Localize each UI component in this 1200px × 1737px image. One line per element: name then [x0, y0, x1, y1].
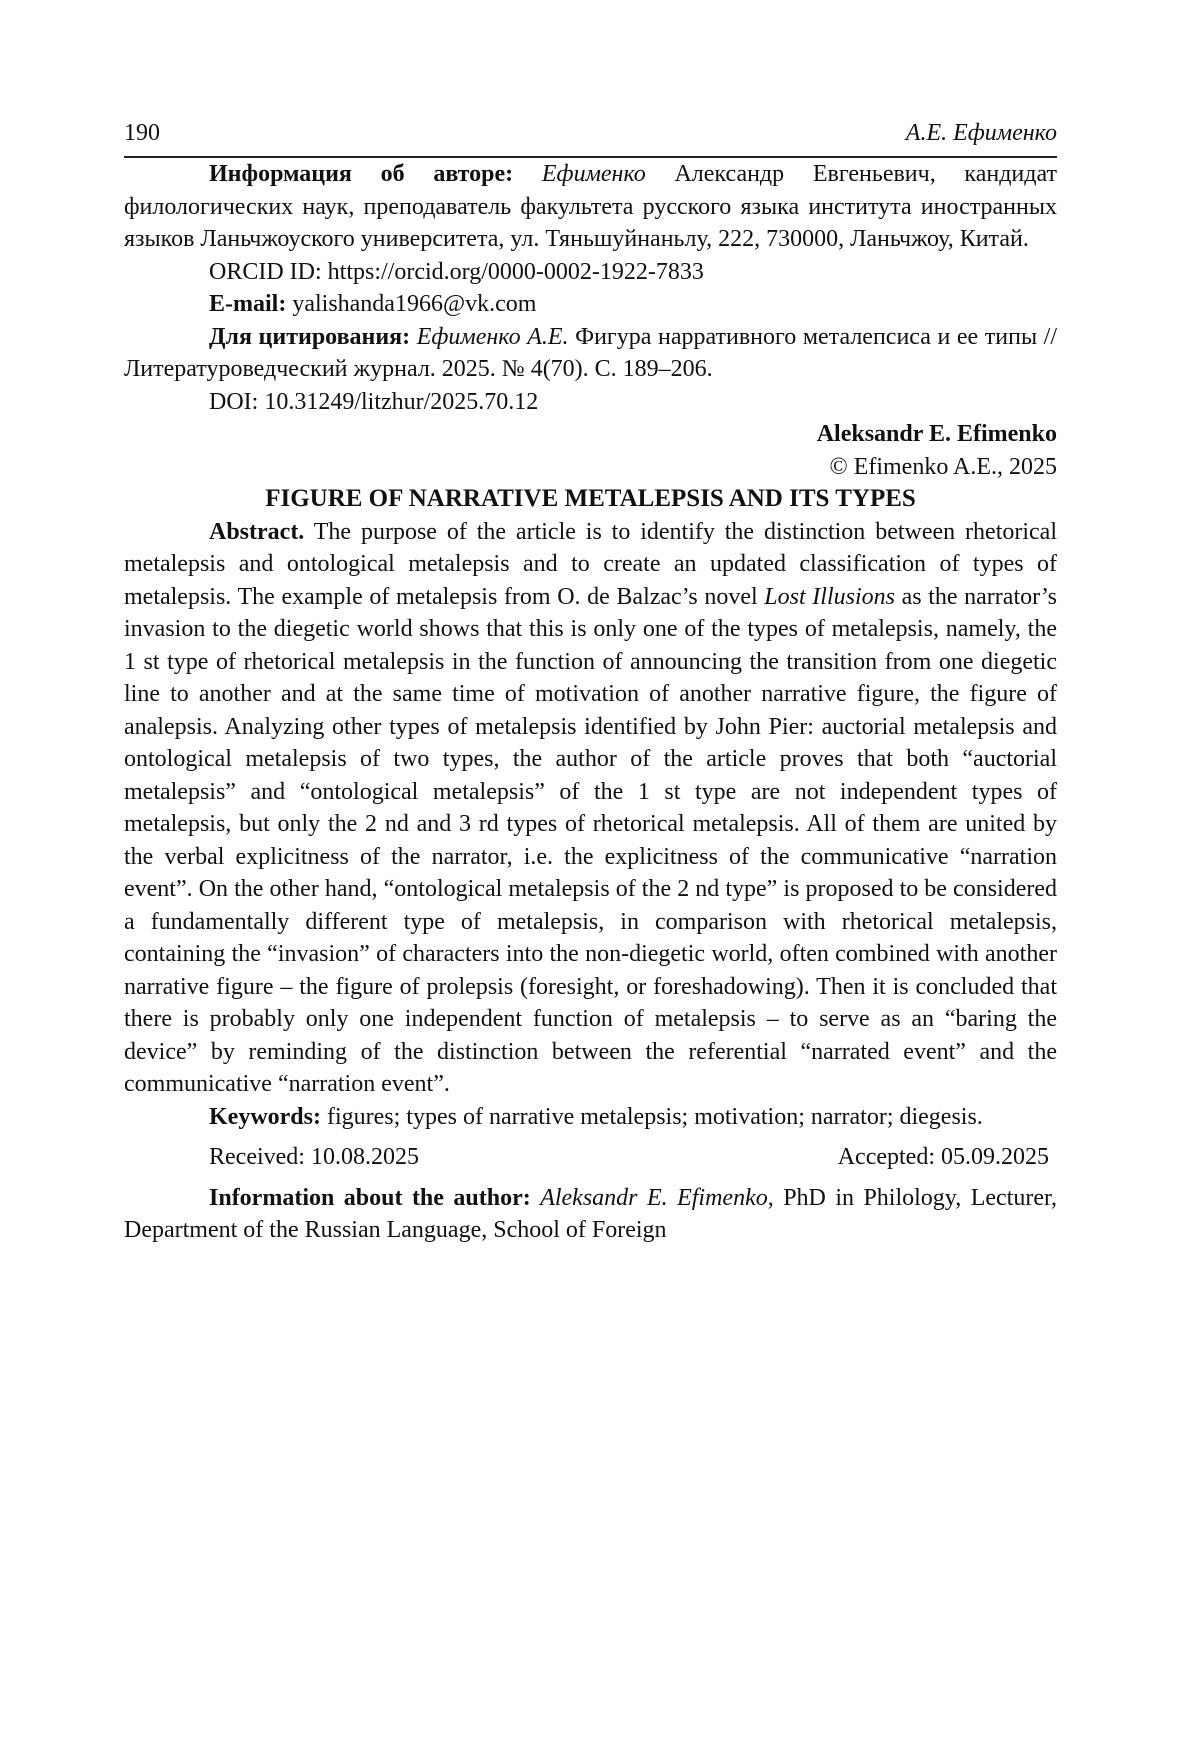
article-title: FIGURE OF NARRATIVE METALEPSIS AND ITS TYPES — [265, 485, 916, 512]
ru-author-info-text: Александр Евгеньевич, кандидат филологических наук, преподаватель факультета русского языка института иностранных языков Ланьчжоуского университета, ул. Тяньшуйнаньлу, 222, 730000, Ланьчжоу, Китай. — [124, 161, 1057, 252]
citation-author: Ефименко А.Е. — [416, 323, 569, 350]
abstract — [124, 516, 1057, 1101]
novel-title: Lost Illusions — [764, 583, 895, 610]
page-number: 190 — [124, 120, 160, 146]
submission-dates — [124, 1141, 1057, 1174]
doi-text: DOI: 10.31249/litzhur/2025.70.12 — [209, 388, 539, 415]
en-author-info-label: Information about the author: — [209, 1184, 531, 1211]
copyright-line: © Efimenko A.E., 2025 — [829, 453, 1057, 480]
page-header — [124, 118, 1057, 158]
citation-label: Для цитирования: — [209, 323, 411, 350]
keywords-text: figures; types of narrative metalepsis; motivation; narrator; diegesis. — [320, 1103, 983, 1130]
ru-author-info — [124, 158, 1057, 256]
en-author-info — [124, 1182, 1057, 1247]
received-date: Received: 10.08.2025 — [209, 1144, 419, 1170]
email-line — [124, 288, 1057, 321]
keywords — [124, 1101, 1057, 1134]
keywords-label: Keywords: — [209, 1103, 321, 1130]
orcid-text: ORCID ID: https://orcid.org/0000-0002-1922-7833 — [209, 258, 704, 285]
doi-line — [124, 386, 1057, 419]
email-label: E-mail: — [209, 291, 287, 317]
abstract-label: Abstract. — [209, 518, 305, 545]
ru-author-name: Ефименко — [541, 161, 646, 187]
journal-page — [124, 118, 1057, 1247]
article-body — [124, 158, 1057, 1247]
ru-author-info-label: Информация об авторе: — [209, 161, 514, 187]
orcid-line — [124, 256, 1057, 289]
citation — [124, 321, 1057, 386]
abstract-text-part1: The purpose of the article is to identify the distinction between rhetorical metalepsis and ontological metalepsis and to create an updated classification of types of metalepsis. The example of metalepsis from O. de Balzac’s novel — [124, 518, 1057, 610]
running-author: А.Е. Ефименко — [905, 120, 1057, 146]
en-author-name: Aleksandr E. Efimenko — [816, 421, 1057, 447]
email-value: yalishanda1966@vk.com — [286, 291, 537, 317]
en-author-info-text: , PhD in Philology, Lecturer, Department of the Russian Language, School of Foreign — [124, 1184, 1058, 1243]
en-author-info-name: Aleksandr E. Efimenko — [540, 1184, 768, 1211]
citation-text: Фигура нарративного металепсиса и ее типы // Литературоведческий журнал. 2025. № 4(70). С. 189–206. — [124, 323, 1057, 382]
accepted-date: Accepted: 05.09.2025 — [837, 1144, 1049, 1170]
abstract-text-part2: as the narrator’s invasion to the diegetic world shows that this is only one of the types of metalepsis, namely, the 1 st type of rhetorical metalepsis in the function of announcing the transition from one diegetic line to another and at the same time of motivation of another narrative figure, the figure of analepsis. Analyzing other types of metalepsis identified by John Pier: auctorial metalepsis and ontological metalepsis of two types, the author of the article proves that both “auctorial metalepsis” and “ontological metalepsis” of the 1 st type are not independent types of metalepsis, but only the 2 nd and 3 rd types of rhetorical metalepsis. All of them are united by the verbal explicitness of the narrator, i.e. the explicitness of the communicative “narration event”. On the other hand, “ontological metalepsis of the 2 nd type” is proposed to be considered a fundamentally different type of metalepsis, in comparison with rhetorical metalepsis, containing the “invasion” of characters into the non-diegetic world, often combined with another narrative figure – the figure of prolepsis (foresight, or foreshadowing). Then it is concluded that there is probably only one independent function of metalepsis – to serve as an “baring the device” by reminding of the distinction between the referential “narrated event” and the communicative “narration event”. — [124, 583, 1058, 1097]
